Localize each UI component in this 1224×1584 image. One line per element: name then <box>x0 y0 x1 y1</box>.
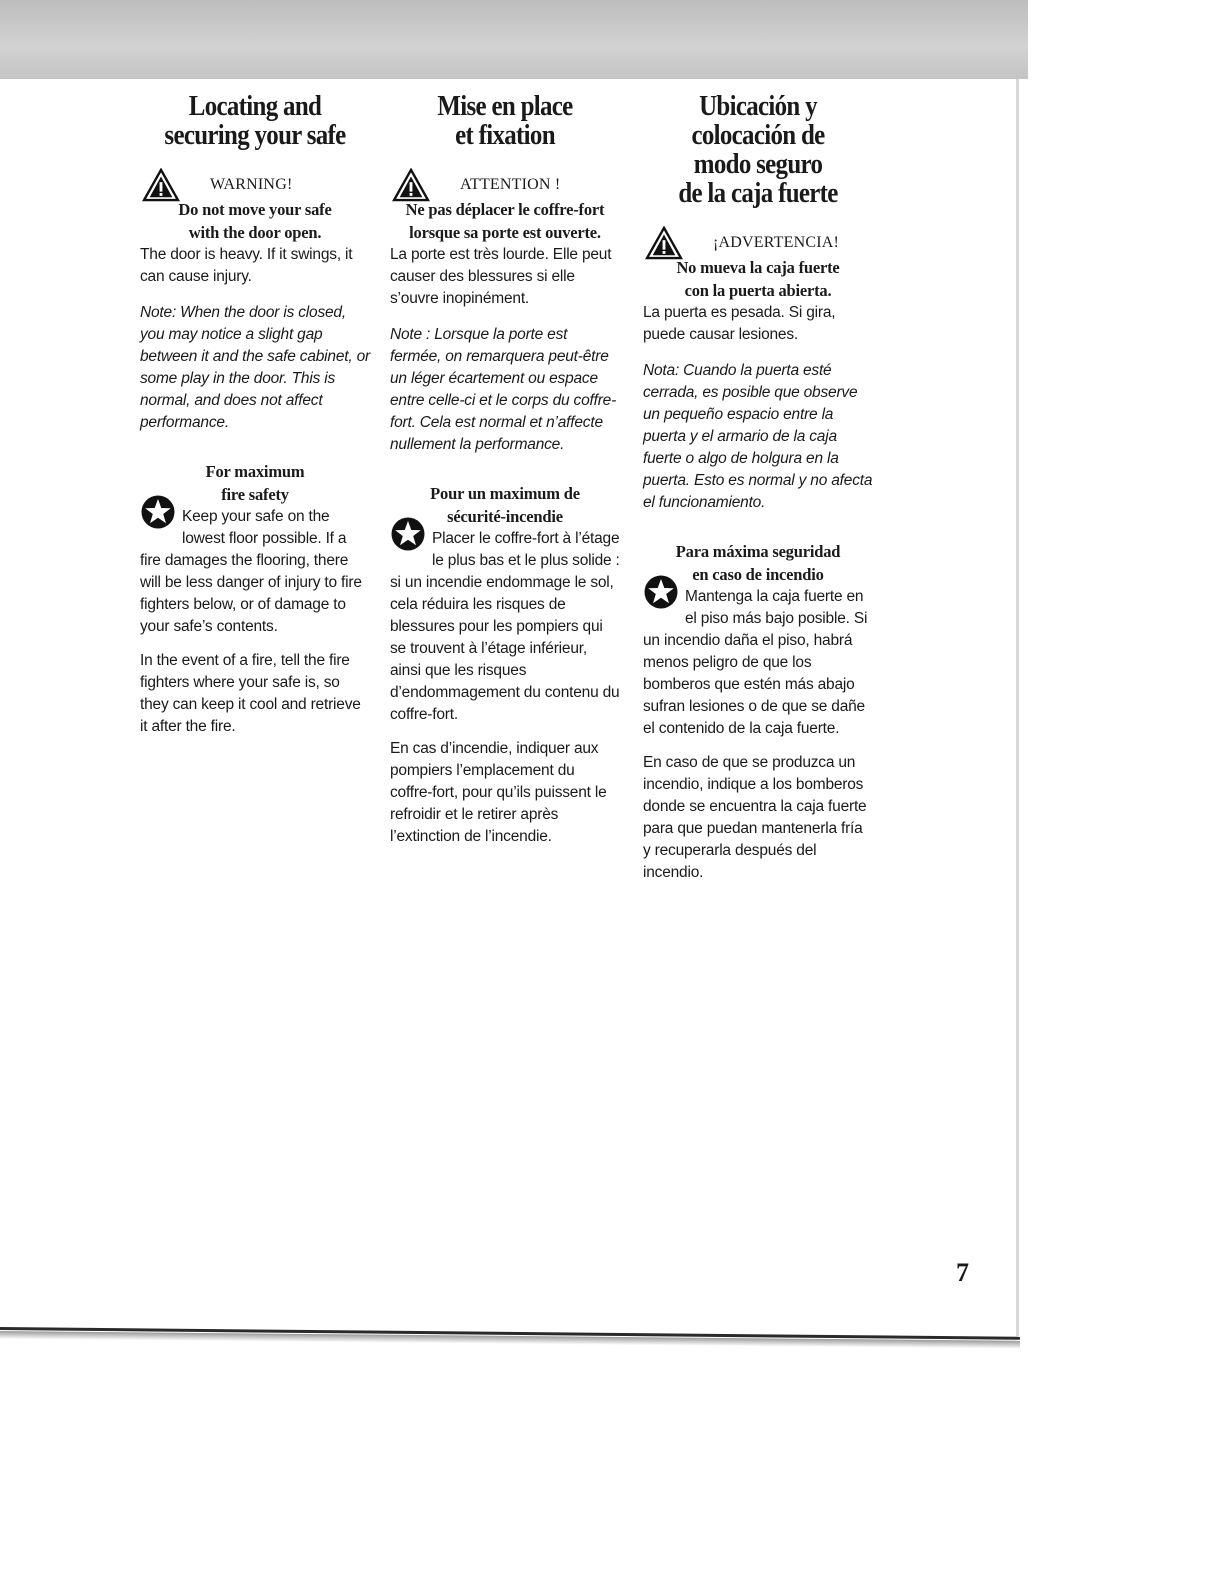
fire-event-text: En cas d’incendie, indiquer aux pompiers l’emplacement du coffre-fort, pour qu’ils puissent le refroidir et le retirer après l’extinction de l’incendie. <box>390 740 607 845</box>
section-title <box>659 92 857 208</box>
scan-top-band <box>0 0 1028 79</box>
warning-bold-text <box>643 256 873 302</box>
warning-label: WARNING! <box>210 176 293 193</box>
warning-bold-text <box>390 198 620 244</box>
title-line: Ubicación y <box>699 90 817 122</box>
warning-bold-line: No mueva la caja fuerte <box>676 258 840 277</box>
warning-bold-text <box>140 198 370 244</box>
column-spanish <box>643 92 873 884</box>
fire-safety-text: Keep your safe on the lowest floor possible. If a fire damages the flooring, there will be less danger of injury to fire fighters below, or of damage to your safe’s contents. <box>140 508 362 635</box>
warning-label: ATTENTION ! <box>460 176 561 193</box>
warning-text: La porte est très lourde. Elle peut causer des blessures si elle s’ouvre inopinément. <box>390 246 612 307</box>
title-line: Locating and <box>188 90 322 122</box>
warning-bold-line: con la puerta abierta. <box>684 281 832 300</box>
fire-event-text: In the event of a fire, tell the fire fighters where your safe is, so they can keep it cool and retrieve it after the fire. <box>140 652 361 735</box>
title-line: de la caja fuerte <box>678 177 838 209</box>
fire-safety-text: Mantenga la caja fuerte en el piso más bajo posible. Si un incendio daña el piso, habrá menos peligro de que los bomberos que estén más abajo sufran lesiones o de que se dañe el contenido de la caja fuerte. <box>643 588 868 737</box>
fire-event-text: En caso de que se produzca un incendio, indique a los bomberos donde se encuentra la caja fuerte para que puedan mantenerla fría y recuperarla después del incendio. <box>643 754 867 881</box>
note-text: Note : Lorsque la porte est fermée, on remarquera peut-être un léger écartement ou espace entre celle-ci et le corps du coffre-fort. Cela est normal et n’affecte nullement la performance. <box>390 326 617 453</box>
warning-text: La puerta es pesada. Si gira, puede causar lesiones. <box>643 304 836 343</box>
warning-bold-line: lorsque sa porte est ouverte. <box>409 223 601 242</box>
fire-heading-line: sécurité-incendie <box>447 507 563 526</box>
star-badge-icon <box>140 494 176 530</box>
warning-triangle-icon <box>392 168 430 202</box>
warning-triangle-icon <box>645 226 683 260</box>
title-line: et fixation <box>455 119 555 151</box>
star-badge-icon <box>643 574 679 610</box>
star-badge-icon <box>390 516 426 552</box>
warning-bold-line: Ne pas déplacer le coffre-fort <box>405 200 605 219</box>
note-text: Nota: Cuando la puerta esté cerrada, es posible que observe un pequeño espacio entre la puerta y el armario de la caja fuerte o algo de holgura en la puerta. Esto es normal y no afecta el funcionamiento. <box>643 362 873 511</box>
warning-label: ¡ADVERTENCIA! <box>713 234 840 251</box>
warning-text: The door is heavy. If it swings, it can cause injury. <box>140 246 353 285</box>
note-text: Note: When the door is closed, you may notice a slight gap between it and the safe cabinet, or some play in the door. This is normal, and does not affect performance. <box>140 304 370 431</box>
title-line: colocación de <box>691 119 825 151</box>
section-title <box>406 92 604 150</box>
fire-heading-line: fire safety <box>221 485 289 504</box>
fire-heading-line: Pour un maximum de <box>430 484 580 503</box>
warning-bold-line: with the door open. <box>188 223 322 242</box>
column-english <box>140 92 370 738</box>
fire-heading-line: en caso de incendio <box>692 565 824 584</box>
title-line: modo seguro <box>693 148 823 180</box>
scan-page-edge <box>1016 79 1019 1339</box>
title-line: securing your safe <box>164 119 346 151</box>
warning-bold-line: Do not move your safe <box>178 200 332 219</box>
warning-triangle-icon <box>142 168 180 202</box>
fire-heading-line: For maximum <box>205 462 305 481</box>
column-french <box>390 92 620 848</box>
title-line: Mise en place <box>437 90 573 122</box>
fire-safety-text: Placer le coffre-fort à l’étage le plus bas et le plus solide : si un incendie endommage le sol, cela réduira les risques de blessures pour les pompiers qui se trouvent à l’étage inférieur, ainsi que les risques d’endommagement du contenu du coffre-fort. <box>390 530 620 723</box>
fire-heading-line: Para máxima seguridad <box>675 542 841 561</box>
section-title <box>156 92 354 150</box>
page-number: 7 <box>956 1258 969 1287</box>
